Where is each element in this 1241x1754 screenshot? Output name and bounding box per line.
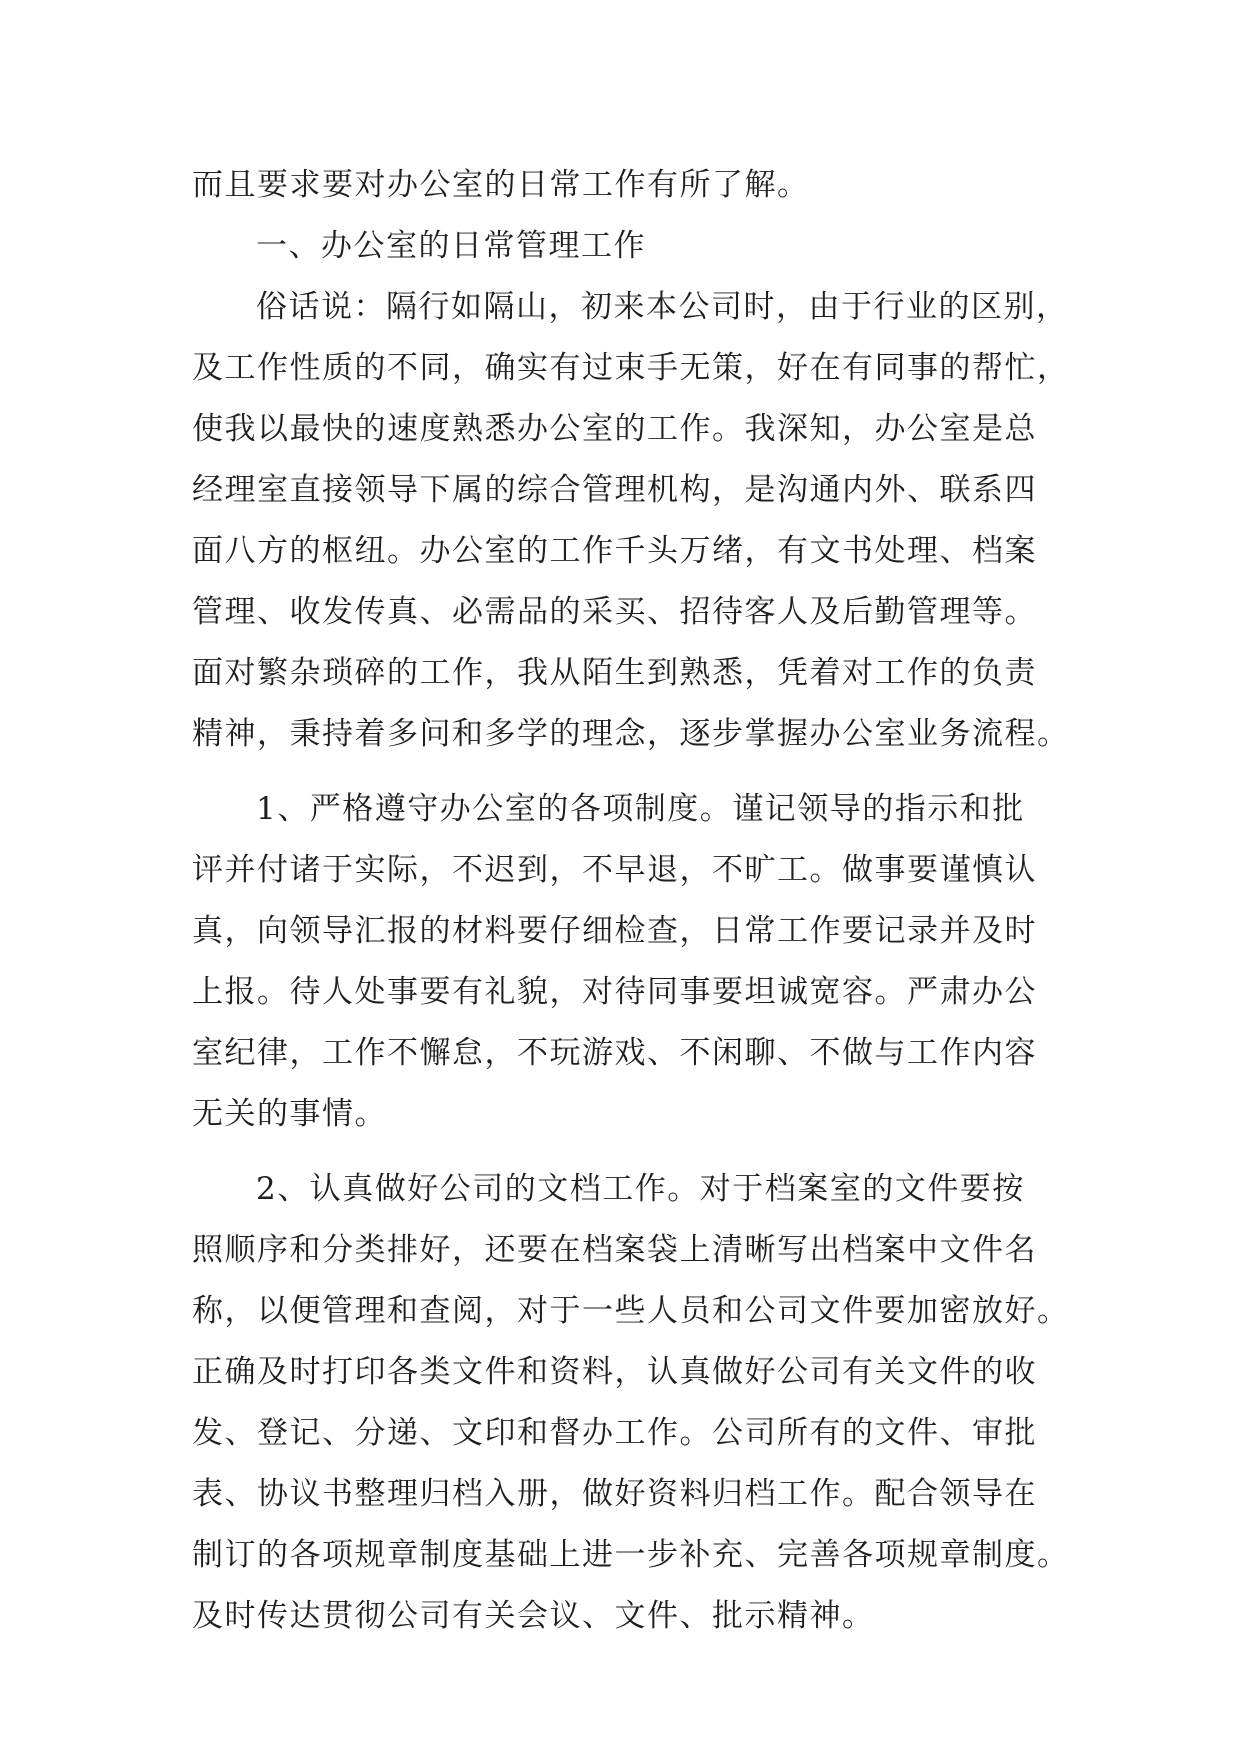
text-line: 及工作性质的不同，确实有过束手无策，好在有同事的帮忙，	[192, 350, 1070, 386]
text-line: 俗话说：隔行如隔山，初来本公司时，由于行业的区别，	[256, 289, 1069, 325]
text-line: 表、协议书整理归档入册，做好资料归档工作。配合领导在	[192, 1476, 1037, 1512]
heading-text: 一、办公室的日常管理工作	[256, 228, 646, 264]
paragraph-item-2	[192, 1159, 1070, 1647]
text-line: 及时传达贯彻公司有关会议、文件、批示精神。	[192, 1598, 875, 1634]
text-line: 发、登记、分递、文印和督办工作。公司所有的文件、审批	[192, 1415, 1037, 1451]
text-line: 1、严格遵守办公室的各项制度。谨记领导的指示和批	[256, 791, 1025, 827]
text-line: 管理、收发传真、必需品的采买、招待客人及后勤管理等。	[192, 594, 1037, 630]
text-line: 精神，秉持着多问和多学的理念，逐步掌握办公室业务流程。	[192, 716, 1070, 752]
text-line: 评并付诸于实际，不迟到，不早退，不旷工。做事要谨慎认	[192, 852, 1037, 888]
text-line: 而且要求要对办公室的日常工作有所了解。	[192, 167, 810, 203]
text-line: 室纪律，工作不懈怠，不玩游戏、不闲聊、不做与工作内容	[192, 1035, 1037, 1071]
paragraph-intro	[192, 277, 1070, 765]
text-line: 照顺序和分类排好，还要在档案袋上清晰写出档案中文件名	[192, 1232, 1037, 1268]
text-line: 称，以便管理和查阅，对于一些人员和公司文件要加密放好。	[192, 1293, 1070, 1329]
text-line: 制订的各项规章制度基础上进一步补充、完善各项规章制度。	[192, 1537, 1070, 1573]
section-heading	[192, 216, 1062, 277]
paragraph-item-1	[192, 779, 1062, 1145]
text-line: 面八方的枢纽。办公室的工作千头万绪，有文书处理、档案	[192, 533, 1037, 569]
text-line: 正确及时打印各类文件和资料，认真做好公司有关文件的收	[192, 1354, 1037, 1390]
text-line: 经理室直接领导下属的综合管理机构，是沟通内外、联系四	[192, 472, 1037, 508]
paragraph-spacer	[192, 765, 1062, 779]
text-line: 2、认真做好公司的文档工作。对于档案室的文件要按	[256, 1171, 1025, 1207]
document-body	[192, 155, 1070, 1647]
text-line: 真，向领导汇报的材料要仔细检查，日常工作要记录并及时	[192, 913, 1037, 949]
paragraph-continuation	[192, 155, 1062, 216]
text-line: 上报。待人处事要有礼貌，对待同事要坦诚宽容。严肃办公	[192, 974, 1037, 1010]
text-line: 使我以最快的速度熟悉办公室的工作。我深知，办公室是总	[192, 411, 1037, 447]
paragraph-spacer	[192, 1145, 1062, 1159]
text-line: 面对繁杂琐碎的工作，我从陌生到熟悉，凭着对工作的负责	[192, 655, 1037, 691]
text-line: 无关的事情。	[192, 1096, 387, 1132]
